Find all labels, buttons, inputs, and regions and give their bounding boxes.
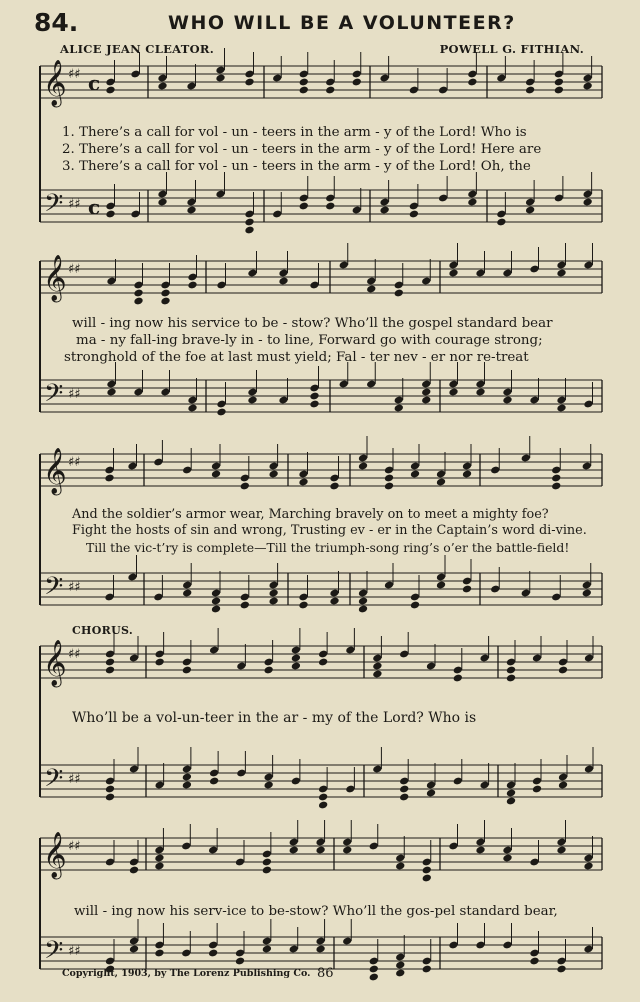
bass-clef-icon: 𝄢 [44, 379, 64, 414]
note-head [309, 392, 319, 401]
verse-1-line-1: 1. There’s a call for vol - un - teers in the arm - y of the Lord! Who is [62, 125, 527, 140]
note-head [186, 206, 196, 215]
note-head [395, 961, 405, 970]
note-head [244, 78, 254, 87]
note-head [582, 589, 592, 598]
key-signature-icon: ♯♯ [68, 944, 81, 959]
verse-3-line-2: stronghold of the foe at last must yield; Fal - ter nev - er nor re-treat [64, 350, 529, 365]
note-head [318, 801, 328, 810]
note-head [558, 666, 568, 675]
note-head [556, 965, 566, 974]
note-head [105, 86, 115, 95]
bass-clef-icon: 𝄢 [44, 936, 64, 971]
note-head [160, 289, 170, 298]
key-signature-icon: ♯♯ [68, 580, 81, 595]
hymn-number: 84. [34, 8, 79, 37]
key-signature-icon: ♯♯ [68, 67, 81, 82]
note-head [358, 597, 368, 606]
note-head [182, 781, 192, 790]
lyricist-credit: ALICE JEAN CLEATOR. [60, 42, 215, 56]
note-head [384, 474, 394, 483]
chorus-line-1: Who’ll be a vol-un-teer in the ar - my of the Lord? Who is [72, 710, 477, 726]
note-head [215, 74, 225, 83]
verse-3-line-1: 3. There’s a call for vol - un - teers in the arm - y of the Lord! Oh, the [62, 159, 531, 174]
note-head [133, 289, 143, 298]
note-head [506, 797, 516, 806]
note-head [160, 297, 170, 306]
bass-clef-icon: 𝄢 [44, 572, 64, 607]
note-head [182, 773, 192, 782]
note-head [525, 86, 535, 95]
treble-clef-icon: 𝄞 [43, 640, 67, 686]
note-head [409, 210, 419, 219]
chorus-line-2: will - ing now his serv-ice to be-stow? Who’ll the gos-pel standard bear, [74, 904, 558, 919]
note-head [157, 82, 167, 91]
note-head [394, 404, 404, 413]
note-head [187, 404, 197, 413]
note-head [154, 658, 164, 667]
note-head [325, 202, 335, 211]
time-signature-icon: c [88, 195, 101, 219]
composer-credit: POWELL G. FITHIAN. [439, 42, 584, 56]
key-signature-icon: ♯♯ [68, 647, 81, 662]
treble-clef-icon: 𝄞 [43, 832, 67, 878]
note-head [556, 846, 566, 855]
note-head [462, 585, 472, 594]
key-signature-icon: ♯♯ [68, 455, 81, 470]
note-head [475, 846, 485, 855]
note-head [358, 462, 368, 471]
verse-2-line-1: 2. There’s a call for vol - un - teers in the arm - y of the Lord! Here are [62, 142, 542, 157]
note-head [211, 605, 221, 614]
note-head [262, 945, 272, 954]
key-signature-icon: ♯♯ [68, 197, 81, 212]
note-head [529, 957, 539, 966]
note-head [315, 945, 325, 954]
key-signature-icon: ♯♯ [68, 387, 81, 402]
treble-clef-icon: 𝄞 [43, 60, 67, 106]
note-head [496, 218, 506, 227]
note-head [299, 86, 309, 95]
note-head [244, 226, 254, 235]
note-head [268, 597, 278, 606]
note-head [582, 82, 592, 91]
note-head [262, 866, 272, 875]
note-head [240, 601, 250, 610]
note-head [369, 965, 379, 974]
note-head [209, 777, 219, 786]
note-head [395, 862, 405, 871]
note-head [298, 478, 308, 487]
note-head [157, 198, 167, 207]
note-head [556, 404, 566, 413]
note-head [318, 658, 328, 667]
note-head [399, 793, 409, 802]
note-head [436, 478, 446, 487]
note-head [315, 846, 325, 855]
note-head [532, 785, 542, 794]
note-head [105, 658, 115, 667]
note-head [394, 289, 404, 298]
note-head [263, 666, 273, 675]
note-head [268, 470, 278, 479]
note-head [421, 396, 431, 405]
verse-1-line-3: And the soldier’s armor wear, Marching bravely on to meet a mighty foe? [72, 507, 549, 522]
note-head [154, 854, 164, 863]
note-head [244, 218, 254, 227]
note-head [384, 482, 394, 491]
note-head [369, 973, 379, 982]
note-head [309, 400, 319, 409]
note-head [208, 949, 218, 958]
note-head [235, 957, 245, 966]
note-head [129, 945, 139, 954]
note-head [263, 781, 273, 790]
note-head [106, 388, 116, 397]
note-head [329, 597, 339, 606]
note-head [268, 589, 278, 598]
note-head [506, 789, 516, 798]
copyright-notice: Copyright, 1903, by The Lorenz Publishing Co. [62, 968, 311, 979]
note-head [421, 388, 431, 397]
note-head [583, 862, 593, 871]
note-head [289, 846, 299, 855]
note-head [325, 86, 335, 95]
note-head [379, 206, 389, 215]
note-head [558, 781, 568, 790]
key-signature-icon: ♯♯ [68, 839, 81, 854]
page-number: 86 [317, 966, 334, 981]
note-head [182, 666, 192, 675]
note-head [187, 281, 197, 290]
note-head [372, 662, 382, 671]
note-head [436, 581, 446, 590]
note-head [422, 874, 432, 883]
treble-clef-icon: 𝄞 [43, 448, 67, 494]
note-head [352, 78, 362, 87]
note-head [133, 297, 143, 306]
note-head [582, 198, 592, 207]
note-head [551, 482, 561, 491]
hymn-title: WHO WILL BE A VOLUNTEER? [168, 12, 516, 34]
note-head [554, 86, 564, 95]
treble-clef-icon: 𝄞 [43, 255, 67, 301]
note-head [358, 605, 368, 614]
note-head [448, 388, 458, 397]
note-head [502, 854, 512, 863]
note-head [104, 474, 114, 483]
note-head [299, 202, 309, 211]
time-signature-icon: c [88, 71, 101, 95]
bass-clef-icon: 𝄢 [44, 764, 64, 799]
note-head [154, 862, 164, 871]
note-head [342, 846, 352, 855]
note-head [422, 965, 432, 974]
note-head [182, 589, 192, 598]
note-head [105, 666, 115, 675]
note-head [105, 210, 115, 219]
note-head [216, 408, 226, 417]
note-head [318, 793, 328, 802]
note-head [299, 78, 309, 87]
note-head [262, 858, 272, 867]
note-head [105, 785, 115, 794]
note-head [366, 285, 376, 294]
note-head [129, 866, 139, 875]
note-head [410, 601, 420, 610]
key-signature-icon: ♯♯ [68, 262, 81, 277]
note-head [462, 470, 472, 479]
note-head [105, 793, 115, 802]
note-head [410, 470, 420, 479]
note-head [399, 785, 409, 794]
note-head [426, 789, 436, 798]
note-head [422, 866, 432, 875]
note-head [372, 670, 382, 679]
note-head [291, 662, 301, 671]
verse-2-line-3: Fight the hosts of sin and wrong, Trusting ev - er in the Captain’s word di-vine. [72, 523, 587, 538]
note-head [551, 474, 561, 483]
note-head [502, 396, 512, 405]
note-head [247, 396, 257, 405]
note-head [506, 674, 516, 683]
note-head [448, 269, 458, 278]
note-head [506, 666, 516, 675]
bass-clef-icon: 𝄢 [44, 189, 64, 224]
note-head [556, 269, 566, 278]
note-head [554, 78, 564, 87]
key-signature-icon: ♯♯ [68, 772, 81, 787]
chorus-label: CHORUS. [72, 624, 133, 637]
note-head [298, 601, 308, 610]
note-head [278, 277, 288, 286]
note-head [211, 597, 221, 606]
note-head [240, 482, 250, 491]
note-head [211, 470, 221, 479]
verse-1-line-2: will - ing now his service to be - stow? Who’ll the gospel standard bear [72, 316, 553, 331]
note-head [154, 949, 164, 958]
note-head [453, 674, 463, 683]
note-head [329, 482, 339, 491]
verse-3-line-3: Till the vic-t’ry is complete—Till the triumph-song ring’s o’er the battle-field! [86, 540, 570, 555]
note-head [291, 654, 301, 663]
verse-2-line-2: ma - ny fall-ing brave-ly in - to line, Forward go with courage strong; [76, 333, 543, 348]
note-head [395, 969, 405, 978]
note-head [475, 388, 485, 397]
note-head [467, 198, 477, 207]
note-head [525, 206, 535, 215]
note-head [467, 78, 477, 87]
